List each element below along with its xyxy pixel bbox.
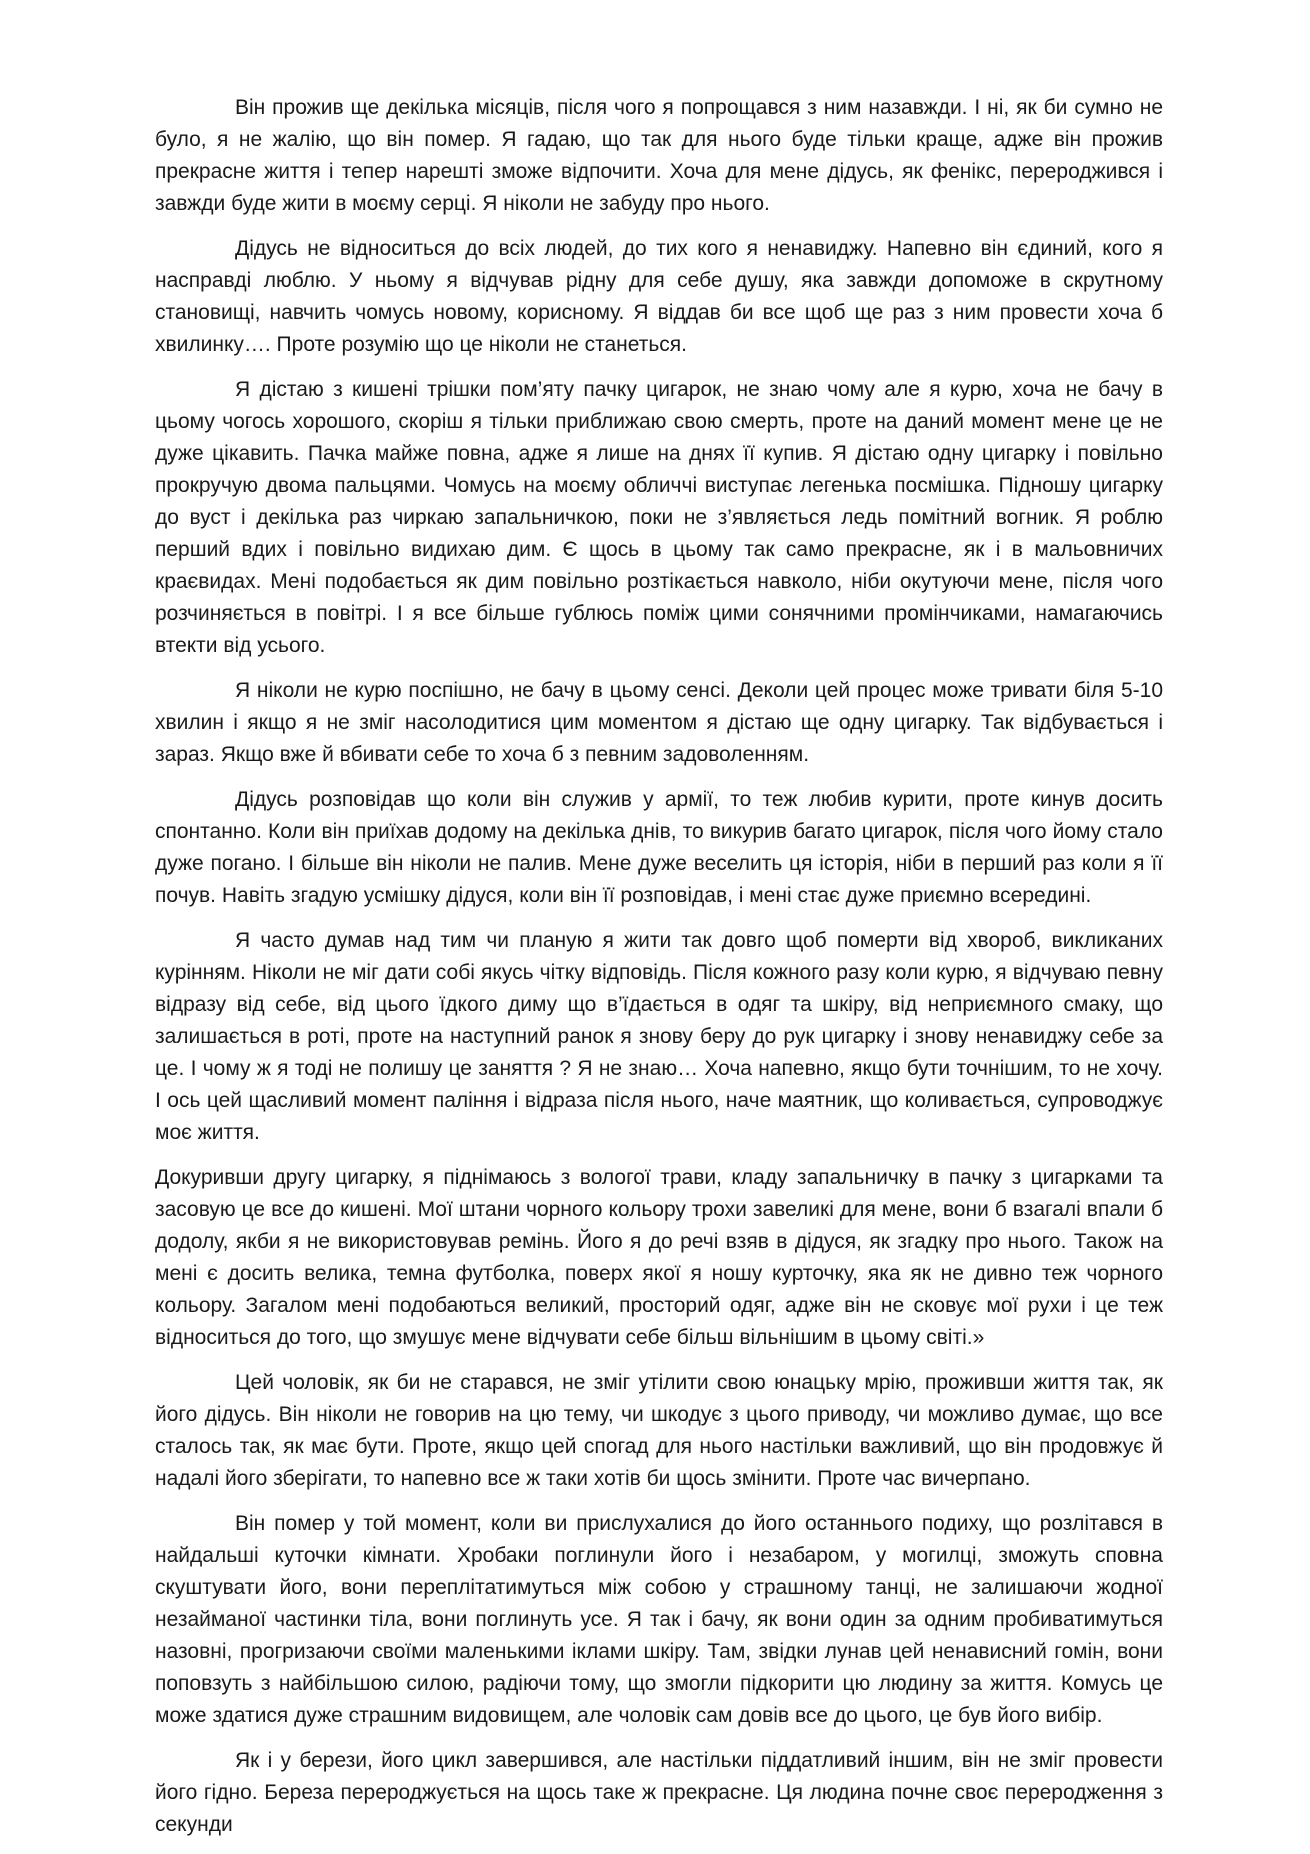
paragraph-1: Він прожив ще декілька місяців, після чого я попрощався з ним назавжди. І ні, як би сумно не було, я не жалію, що він помер. Я гадаю, що так для нього буде тільки краще, адже він прожив прекрасне життя і тепер нарешті зможе відпочити. Хоча для мене дідусь, як фенікс, перероджився і завжди буде жити в моєму серці. Я ніколи не забуду про нього. [155,96,1163,215]
paragraph-7: Докуривши другу цигарку, я піднімаюсь з вологої трави, кладу запальничку в пачку з цигарками та засовую це все до кишені. Мої штани чорного кольору трохи завеликі для мене, вони б взагалі впали б додолу, якби я не використовував ремінь. Його я до речі взяв в дідуся, як згадку про нього. Також на мені є досить велика, темна футболка, поверх якої я ношу курточку, яка як не дивно теж чорного кольору. Загалом мені подобаються великий, просторий одяг, адже він не сковує мої рухи і це теж відноситься до того, що змушує мене відчувати себе більш вільнішим в цьому світі.» [155,1166,1163,1349]
paragraph-2: Дідусь не відноситься до всіх людей, до тих кого я ненавиджу. Напевно він єдиний, кого я насправді люблю. У ньому я відчував рідну для себе душу, яка завжди допоможе в скрутному становищі, навчить чомусь новому, корисному. Я віддав би все щоб ще раз з ним провести хоча б хвилинку…. Проте розумію що це ніколи не станеться. [155,237,1163,356]
paragraph-6: Я часто думав над тим чи планую я жити так довго щоб померти від хвороб, викликаних курінням. Ніколи не міг дати собі якусь чітку відповідь. Після кожного разу коли курю, я відчуваю певну відразу від себе, від цього їдкого диму що в’їдається в одяг та шкіру, від неприємного смаку, що залишається в роті, проте на наступний ранок я знову беру до рук цигарку і знову ненавиджу себе за це. І чому ж я тоді не полишу це заняття ? Я не знаю… Хоча напевно, якщо бути точнішим, то не хочу. І ось цей щасливий момент паління і відраза після нього, наче маятник, що коливається, супроводжує моє життя. [155,929,1163,1144]
paragraph-5: Дідусь розповідав що коли він служив у армії, то теж любив курити, проте кинув досить спонтанно. Коли він приїхав додому на декілька днів, то викурив багато цигарок, після чого йому стало дуже погано. І більше він ніколи не палив. Мене дуже веселить ця історія, ніби в перший раз коли я її почув. Навіть згадую усмішку дідуся, коли він її розповідав, і мені стає дуже приємно всередині. [155,788,1163,907]
paragraph-9: Він помер у той момент, коли ви прислухалися до його останнього подиху, що розлітався в найдальші куточки кімнати. Хробаки поглинули його і незабаром, у могилці, зможуть сповна скуштувати його, вони переплітатимуться між собою у страшному танці, не залишаючи жодної незайманої частинки тіла, вони поглинуть усе. Я так і бачу, як вони один за одним пробиватимуться назовні, прогризаючи своїми маленькими іклами шкіру. Там, звідки лунав цей ненависний гомін, вони поповзуть з найбільшою силою, радіючи тому, що змогли підкорити цю людину за життя. Комусь це може здатися дуже страшним видовищем, але чоловік сам довів все до цього, це був його вибір. [155,1512,1163,1727]
paragraph-4: Я ніколи не курю поспішно, не бачу в цьому сенсі. Деколи цей процес може тривати біля 5-10 хвилин і якщо я не зміг насолодитися цим моментом я дістаю ще одну цигарку. Так відбувається і зараз. Якщо вже й вбивати себе то хоча б з певним задоволенням. [155,679,1163,766]
paragraph-10: Як і у берези, його цикл завершився, але настільки піддатливий іншим, він не зміг провести його гідно. Береза перероджується на щось таке ж прекрасне. Ця людина почне своє переродження з секунди [155,1749,1163,1836]
document-body [155,92,1163,1854]
paragraph-8: Цей чоловік, як би не старався, не зміг утілити свою юнацьку мрію, проживши життя так, як його дідусь. Він ніколи не говорив на цю тему, чи шкодує з цього приводу, чи можливо думає, що все сталось так, як має бути. Проте, якщо цей спогад для нього настільки важливий, що він продовжує й надалі його зберігати, то напевно все ж таки хотів би щось змінити. Проте час вичерпано. [155,1371,1163,1490]
paragraph-3: Я дістаю з кишені трішки пом’яту пачку цигарок, не знаю чому але я курю, хоча не бачу в цьому чогось хорошого, скоріш я тільки приближаю свою смерть, проте на даний момент мене це не дуже цікавить. Пачка майже повна, адже я лише на днях її купив. Я дістаю одну цигарку і повільно прокручую двома пальцями. Чомусь на моєму обличчі виступає легенька посмішка. Підношу цигарку до вуст і декілька раз чиркаю запальничкою, поки не з’являється ледь помітний вогник. Я роблю перший вдих і повільно видихаю дим. Є щось в цьому так само прекрасне, як і в мальовничих краєвидах. Мені подобається як дим повільно розтікається навколо, ніби окутуючи мене, після чого розчиняється в повітрі. І я все більше гублюсь поміж цими сонячними промінчиками, намагаючись втекти від усього. [155,378,1163,657]
